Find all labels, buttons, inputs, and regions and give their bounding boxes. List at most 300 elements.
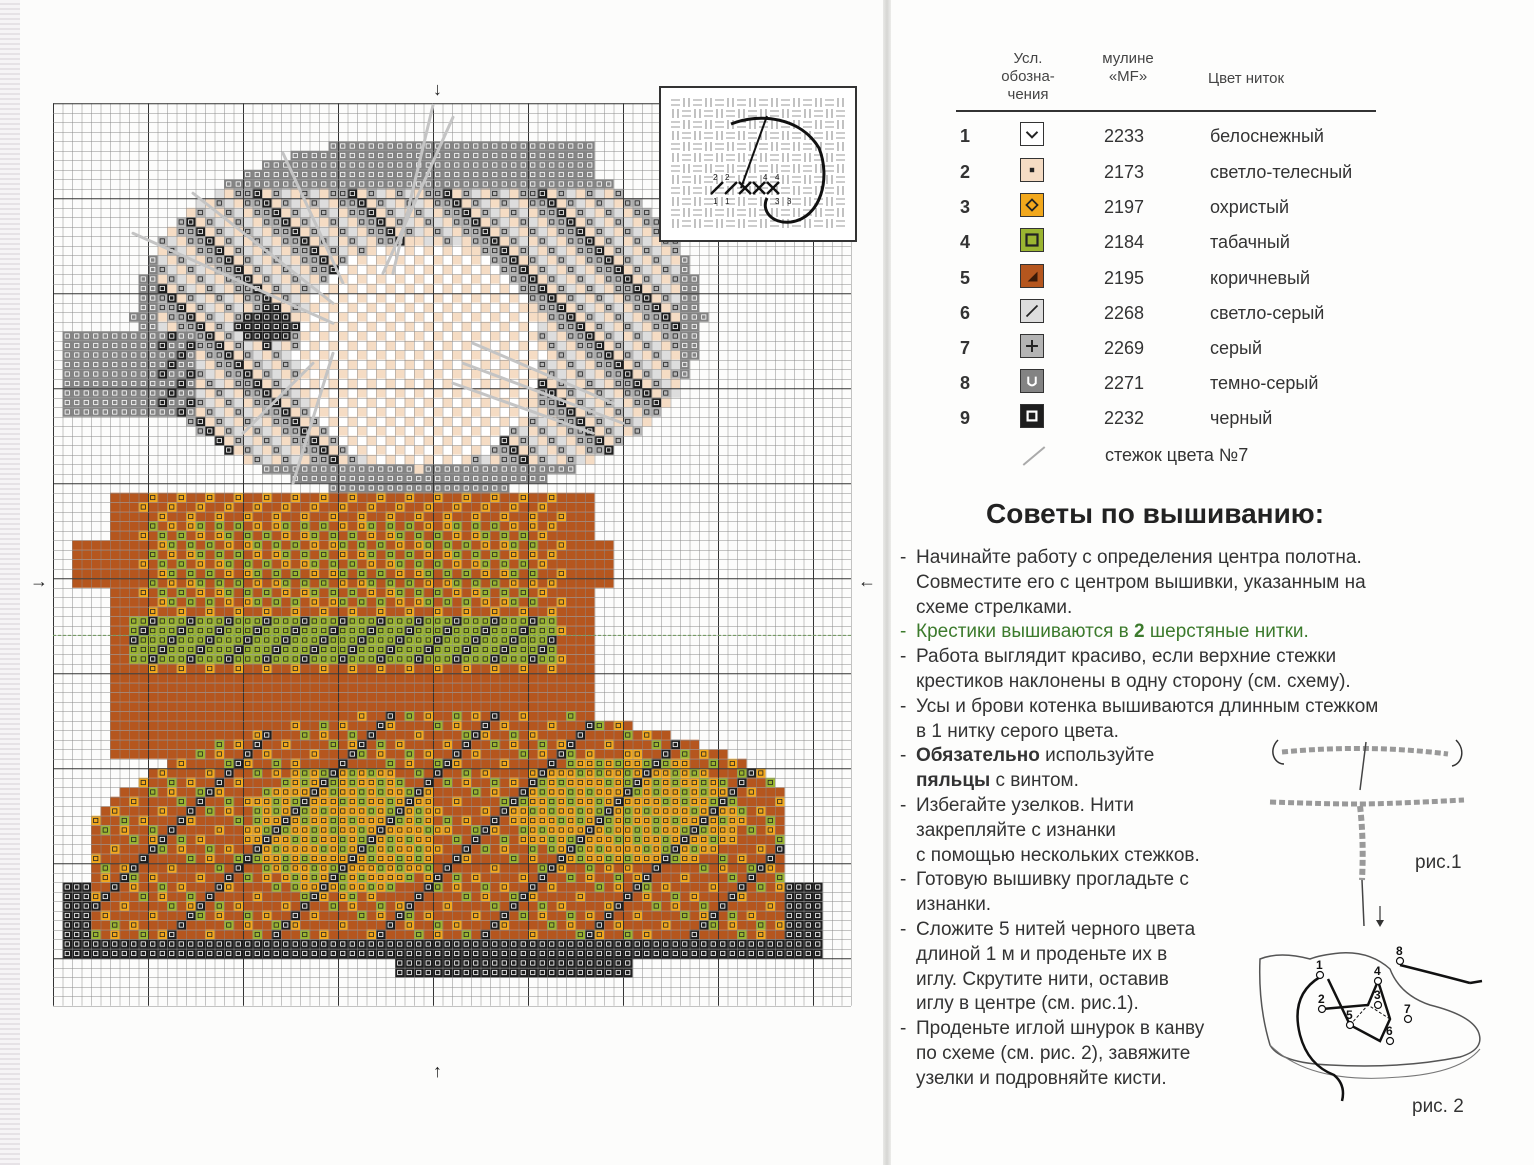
stitch-cell <box>300 217 310 227</box>
stitch-cell <box>243 730 253 740</box>
stitch-cell <box>338 692 348 702</box>
stitch-cell <box>243 445 253 455</box>
stitch-cell <box>500 635 510 645</box>
stitch-cell <box>272 407 282 417</box>
stitch-cell <box>414 436 424 446</box>
stitch-cell <box>110 702 120 712</box>
stitch-cell <box>585 654 595 664</box>
stitch-cell <box>509 711 519 721</box>
stitch-cell <box>623 236 633 246</box>
stitch-cell <box>661 398 671 408</box>
stitch-cell <box>566 160 576 170</box>
stitch-cell <box>452 559 462 569</box>
stitch-cell <box>319 303 329 313</box>
stitch-cell <box>604 550 614 560</box>
stitch-cell <box>566 531 576 541</box>
stitch-cell <box>481 502 491 512</box>
stitch-cell <box>234 559 244 569</box>
stitch-cell <box>272 616 282 626</box>
stitch-cell <box>262 464 272 474</box>
stitch-cell <box>433 645 443 655</box>
stitch-cell <box>272 246 282 256</box>
stitch-cell <box>167 360 177 370</box>
stitch-cell <box>253 255 263 265</box>
stitch-cell <box>424 578 434 588</box>
stitch-cell <box>120 654 130 664</box>
stitch-cell <box>367 759 377 769</box>
stitch-cell <box>443 141 453 151</box>
stitch-cell <box>395 436 405 446</box>
stitch-cell <box>139 711 149 721</box>
stitch-cell <box>300 341 310 351</box>
stitch-cell <box>177 749 187 759</box>
stitch-cell <box>348 445 358 455</box>
stitch-cell <box>338 426 348 436</box>
stitch-cell <box>471 483 481 493</box>
stitch-cell <box>642 398 652 408</box>
stitch-cell <box>367 398 377 408</box>
stitch-cell <box>538 274 548 284</box>
stitch-cell <box>528 721 538 731</box>
stitch-cell <box>215 493 225 503</box>
stitch-cell <box>452 597 462 607</box>
stitch-cell <box>129 702 139 712</box>
stitch-cell <box>661 759 671 769</box>
stitch-cell <box>215 255 225 265</box>
stitch-cell <box>471 398 481 408</box>
stitch-cell <box>528 303 538 313</box>
stitch-cell <box>158 331 168 341</box>
stitch-cell <box>196 360 206 370</box>
stitch-cell <box>329 702 339 712</box>
stitch-cell <box>443 331 453 341</box>
stitch-cell <box>604 388 614 398</box>
stitch-cell <box>509 578 519 588</box>
stitch-cell <box>101 360 111 370</box>
stitch-cell <box>547 550 557 560</box>
stitch-cell <box>481 531 491 541</box>
stitch-cell <box>186 398 196 408</box>
stitch-cell <box>82 398 92 408</box>
stitch-cell <box>338 588 348 598</box>
stitch-cell <box>443 616 453 626</box>
stitch-cell <box>338 217 348 227</box>
stitch-cell <box>129 512 139 522</box>
stitch-cell <box>538 740 548 750</box>
stitch-cell <box>661 360 671 370</box>
stitch-cell <box>395 274 405 284</box>
stitch-cell <box>528 654 538 664</box>
stitch-cell <box>224 284 234 294</box>
stitch-cell <box>205 531 215 541</box>
stitch-cell <box>376 702 386 712</box>
stitch-cell <box>728 759 738 769</box>
stitch-cell <box>205 227 215 237</box>
stitch-cell <box>205 407 215 417</box>
stitch-cell <box>633 303 643 313</box>
stitch-cell <box>623 369 633 379</box>
stitch-cell <box>557 464 567 474</box>
stitch-cell <box>224 398 234 408</box>
stitch-cell <box>120 502 130 512</box>
stitch-cell <box>414 493 424 503</box>
stitch-cell <box>566 683 576 693</box>
stitch-cell <box>576 569 586 579</box>
stitch-cell <box>471 721 481 731</box>
stitch-cell <box>576 236 586 246</box>
stitch-cell <box>500 246 510 256</box>
stitch-cell <box>452 730 462 740</box>
stitch-cell <box>243 246 253 256</box>
stitch-cell <box>547 426 557 436</box>
stitch-cell <box>595 559 605 569</box>
stitch-cell <box>329 483 339 493</box>
stitch-cell <box>566 521 576 531</box>
stitch-cell <box>633 331 643 341</box>
stitch-cell <box>367 141 377 151</box>
stitch-cell <box>386 388 396 398</box>
stitch-cell <box>490 274 500 284</box>
stitch-cell <box>367 246 377 256</box>
stitch-cell <box>310 189 320 199</box>
stitch-cell <box>462 749 472 759</box>
stitch-cell <box>291 645 301 655</box>
stitch-cell <box>110 673 120 683</box>
stitch-cell <box>671 246 681 256</box>
stitch-cell <box>481 607 491 617</box>
stitch-cell <box>481 730 491 740</box>
stitch-cell <box>272 322 282 332</box>
stitch-cell <box>528 559 538 569</box>
stitch-cell <box>215 654 225 664</box>
stitch-cell <box>490 455 500 465</box>
stitch-cell <box>538 616 548 626</box>
stitch-cell <box>443 151 453 161</box>
stitch-cell <box>120 398 130 408</box>
stitch-cell <box>139 569 149 579</box>
stitch-cell <box>338 607 348 617</box>
stitch-cell <box>462 208 472 218</box>
stitch-cell <box>186 759 196 769</box>
stitch-cell <box>272 341 282 351</box>
stitch-cell <box>348 312 358 322</box>
stitch-cell <box>148 379 158 389</box>
stitch-cell <box>148 730 158 740</box>
stitch-cell <box>376 569 386 579</box>
stitch-cell <box>471 407 481 417</box>
stitch-cell <box>215 521 225 531</box>
stitch-cell <box>338 559 348 569</box>
stitch-cell <box>452 417 462 427</box>
stitch-cell <box>234 664 244 674</box>
stitch-cell <box>433 350 443 360</box>
stitch-cell <box>338 350 348 360</box>
stitch-cell <box>576 293 586 303</box>
stitch-cell <box>262 217 272 227</box>
stitch-cell <box>585 550 595 560</box>
stitch-cell <box>139 540 149 550</box>
stitch-cell <box>357 341 367 351</box>
stitch-cell <box>652 312 662 322</box>
stitch-cell <box>129 540 139 550</box>
stitch-cell <box>433 407 443 417</box>
stitch-cell <box>585 749 595 759</box>
stitch-cell <box>557 284 567 294</box>
stitch-cell <box>158 721 168 731</box>
stitch-cell <box>129 521 139 531</box>
stitch-cell <box>471 692 481 702</box>
stitch-cell <box>215 502 225 512</box>
stitch-cell <box>490 702 500 712</box>
stitch-cell <box>462 417 472 427</box>
stitch-cell <box>614 274 624 284</box>
stitch-cell <box>424 569 434 579</box>
stitch-cell <box>519 312 529 322</box>
stitch-cell <box>519 445 529 455</box>
stitch-cell <box>652 303 662 313</box>
stitch-cell <box>329 217 339 227</box>
stitch-cell <box>386 398 396 408</box>
stitch-cell <box>576 303 586 313</box>
stitch-cell <box>224 597 234 607</box>
stitch-cell <box>481 483 491 493</box>
stitch-cell <box>158 597 168 607</box>
stitch-cell <box>509 493 519 503</box>
stitch-cell <box>177 360 187 370</box>
stitch-cell <box>386 559 396 569</box>
stitch-cell <box>424 227 434 237</box>
stitch-cell <box>566 588 576 598</box>
stitch-cell <box>243 540 253 550</box>
stitch-cell <box>338 141 348 151</box>
binding-edge <box>0 0 20 1165</box>
stitch-cell <box>234 692 244 702</box>
stitch-cell <box>547 711 557 721</box>
stitch-cell <box>576 369 586 379</box>
stitch-cell <box>604 445 614 455</box>
stitch-cell <box>680 350 690 360</box>
stitch-cell <box>424 626 434 636</box>
stitch-cell <box>215 730 225 740</box>
stitch-cell <box>652 284 662 294</box>
stitch-cell <box>652 730 662 740</box>
stitch-cell <box>348 436 358 446</box>
stitch-cell <box>433 550 443 560</box>
stitch-cell <box>528 274 538 284</box>
stitch-cell <box>338 236 348 246</box>
stitch-cell <box>243 208 253 218</box>
stitch-cell <box>243 360 253 370</box>
stitch-cell <box>72 360 82 370</box>
stitch-cell <box>262 493 272 503</box>
stitch-cell <box>167 759 177 769</box>
stitch-cell <box>585 170 595 180</box>
stitch-cell <box>310 730 320 740</box>
stitch-cell <box>224 208 234 218</box>
stitch-cell <box>329 626 339 636</box>
stitch-cell <box>253 588 263 598</box>
stitch-cell <box>490 540 500 550</box>
stitch-cell <box>253 312 263 322</box>
stitch-cell <box>386 664 396 674</box>
stitch-cell <box>462 312 472 322</box>
stitch-cell <box>509 730 519 740</box>
stitch-cell <box>547 265 557 275</box>
stitch-cell <box>509 284 519 294</box>
stitch-cell <box>509 664 519 674</box>
stitch-cell <box>253 303 263 313</box>
stitch-cell <box>348 160 358 170</box>
stitch-cell <box>101 331 111 341</box>
stitch-cell <box>262 426 272 436</box>
stitch-cell <box>500 236 510 246</box>
stitch-cell <box>167 293 177 303</box>
stitch-cell <box>690 293 700 303</box>
stitch-cell <box>186 293 196 303</box>
stitch-cell <box>186 730 196 740</box>
stitch-cell <box>443 464 453 474</box>
stitch-cell <box>186 578 196 588</box>
stitch-cell <box>490 616 500 626</box>
stitch-cell <box>623 265 633 275</box>
stitch-cell <box>661 331 671 341</box>
stitch-cell <box>566 721 576 731</box>
stitch-cell <box>452 227 462 237</box>
stitch-cell <box>367 740 377 750</box>
stitch-cell <box>642 407 652 417</box>
stitch-cell <box>566 350 576 360</box>
stitch-cell <box>414 360 424 370</box>
stitch-cell <box>671 350 681 360</box>
stitch-cell <box>452 711 462 721</box>
stitch-cell <box>158 616 168 626</box>
stitch-cell <box>196 559 206 569</box>
stitch-cell <box>576 445 586 455</box>
stitch-cell <box>291 616 301 626</box>
stitch-cell <box>386 369 396 379</box>
stitch-cell <box>348 417 358 427</box>
stitch-cell <box>338 464 348 474</box>
stitch-cell <box>234 350 244 360</box>
stitch-cell <box>243 217 253 227</box>
stitch-cell <box>177 227 187 237</box>
stitch-cell <box>414 388 424 398</box>
stitch-cell <box>424 616 434 626</box>
stitch-cell <box>509 246 519 256</box>
stitch-cell <box>557 426 567 436</box>
stitch-cell <box>557 236 567 246</box>
stitch-cell <box>281 369 291 379</box>
stitch-cell <box>110 740 120 750</box>
stitch-cell <box>509 626 519 636</box>
stitch-cell <box>129 645 139 655</box>
stitch-cell <box>243 179 253 189</box>
stitch-cell <box>215 198 225 208</box>
stitch-cell <box>376 759 386 769</box>
stitch-cell <box>462 540 472 550</box>
stitch-cell <box>405 483 415 493</box>
stitch-cell <box>338 493 348 503</box>
stitch-cell <box>557 388 567 398</box>
stitch-cell <box>405 322 415 332</box>
stitch-cell <box>395 322 405 332</box>
stitch-cell <box>443 721 453 731</box>
stitch-cell <box>262 654 272 664</box>
stitch-cell <box>243 597 253 607</box>
stitch-cell <box>348 493 358 503</box>
stitch-cell <box>642 246 652 256</box>
stitch-cell <box>196 740 206 750</box>
stitch-cell <box>642 255 652 265</box>
stitch-cell <box>509 569 519 579</box>
stitch-cell <box>642 227 652 237</box>
stitch-cell <box>253 322 263 332</box>
stitch-cell <box>243 398 253 408</box>
stitch-cell <box>357 512 367 522</box>
stitch-cell <box>481 227 491 237</box>
stitch-cell <box>471 179 481 189</box>
stitch-cell <box>338 445 348 455</box>
stitch-cell <box>405 569 415 579</box>
stitch-cell <box>281 236 291 246</box>
stitch-cell <box>319 635 329 645</box>
stitch-cell <box>338 170 348 180</box>
stitch-cell <box>566 607 576 617</box>
stitch-cell <box>376 293 386 303</box>
stitch-cell <box>433 455 443 465</box>
stitch-cell <box>367 616 377 626</box>
stitch-cell <box>329 512 339 522</box>
stitch-cell <box>300 350 310 360</box>
stitch-cell <box>500 284 510 294</box>
stitch-cell <box>538 284 548 294</box>
stitch-cell <box>481 692 491 702</box>
stitch-cell <box>538 379 548 389</box>
stitch-cell <box>367 607 377 617</box>
stitch-cell <box>205 312 215 322</box>
stitch-cell <box>414 607 424 617</box>
stitch-cell <box>395 540 405 550</box>
stitch-cell <box>376 673 386 683</box>
stitch-cell <box>139 293 149 303</box>
stitch-cell <box>177 512 187 522</box>
stitch-cell <box>585 417 595 427</box>
stitch-cell <box>386 597 396 607</box>
stitch-cell <box>205 303 215 313</box>
stitch-cell <box>557 512 567 522</box>
stitch-cell <box>243 711 253 721</box>
stitch-cell <box>177 607 187 617</box>
stitch-cell <box>215 360 225 370</box>
stitch-cell <box>433 379 443 389</box>
stitch-cell <box>329 711 339 721</box>
stitch-cell <box>376 635 386 645</box>
stitch-cell <box>424 654 434 664</box>
stitch-cell <box>471 141 481 151</box>
stitch-cell <box>177 626 187 636</box>
stitch-cell <box>234 502 244 512</box>
stitch-cell <box>167 664 177 674</box>
stitch-cell <box>500 559 510 569</box>
stitch-cell <box>680 293 690 303</box>
stitch-cell <box>329 198 339 208</box>
stitch-cell <box>509 521 519 531</box>
stitch-cell <box>528 474 538 484</box>
stitch-cell <box>253 578 263 588</box>
stitch-cell <box>509 322 519 332</box>
stitch-cell <box>148 607 158 617</box>
stitch-cell <box>272 521 282 531</box>
